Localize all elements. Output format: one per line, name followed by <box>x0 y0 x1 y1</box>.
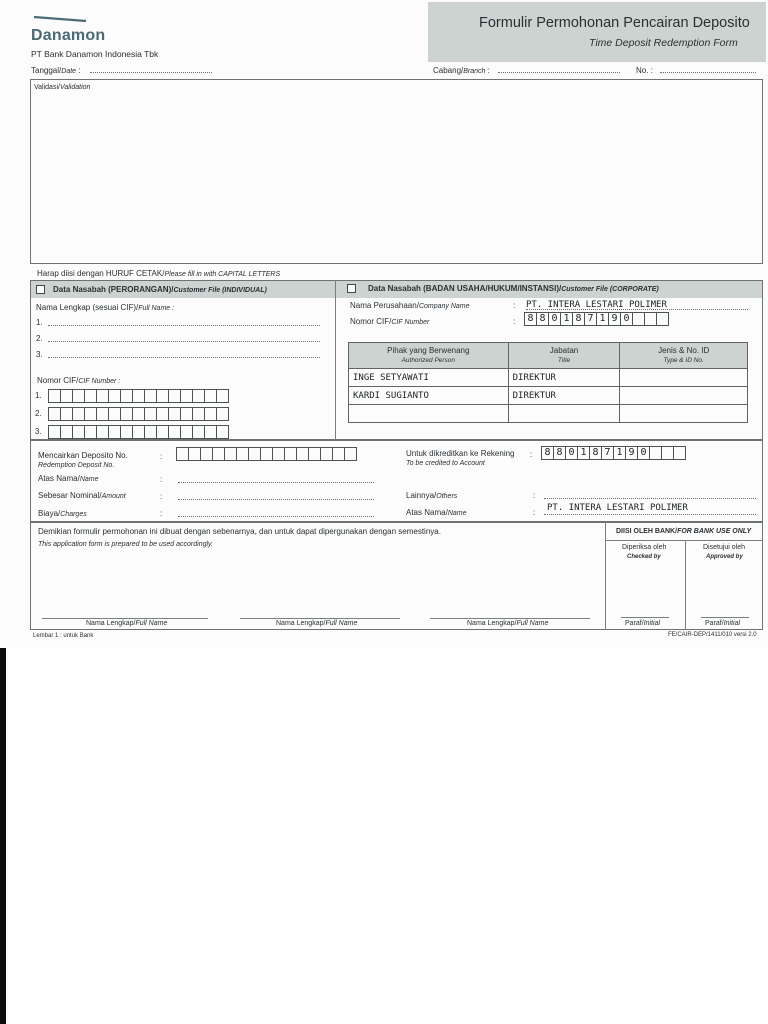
company-name-label: Nama Perusahaan/Company Name <box>350 301 470 310</box>
bank-use-mid-divider <box>685 540 686 630</box>
cif-digit: 8 <box>572 312 585 326</box>
authorized-title-cell[interactable] <box>508 405 620 423</box>
approved-by-label: Disetujui oleh <box>703 544 746 551</box>
charges-colon: : <box>160 509 163 518</box>
account-digit <box>673 446 686 460</box>
individual-name-label: Nama Lengkap (sesuai CIF)/Full Name : <box>36 303 175 312</box>
initial-line-1 <box>621 617 669 618</box>
deposit-no-label-en: Redemption Deposit No. <box>38 462 115 469</box>
branch-label: Cabang/Branch : <box>433 66 490 75</box>
individual-checkbox[interactable] <box>36 285 45 294</box>
table-row <box>349 405 748 423</box>
authorized-person-table <box>348 342 748 423</box>
brand-name: Danamon <box>31 27 106 44</box>
individual-cif-row-3: 3. <box>35 427 42 436</box>
signature-label-2: Nama Lengkap/Full Name <box>276 620 358 627</box>
no-field[interactable] <box>660 72 756 73</box>
authorized-name-cell[interactable]: INGE SETYAWATI <box>349 369 509 387</box>
checked-by-label: Diperiksa oleh <box>622 544 667 551</box>
deposit-no-cells[interactable] <box>176 447 356 461</box>
authorized-title-cell[interactable]: DIREKTUR <box>508 387 620 405</box>
credit-name-field <box>544 514 756 515</box>
signature-label-3: Nama Lengkap/Full Name <box>467 620 549 627</box>
individual-cif-cells-2[interactable] <box>48 407 228 421</box>
nominal-label: Sebesar Nominal/Amount <box>38 491 126 500</box>
atas-nama-colon: : <box>160 475 163 484</box>
initial-line-2 <box>701 617 749 618</box>
others-field[interactable] <box>544 498 756 499</box>
checked-by-label-en: Checked by <box>627 554 661 560</box>
account-digit: 9 <box>625 446 638 460</box>
declaration-section <box>30 522 763 630</box>
cif-digit: 0 <box>620 312 633 326</box>
danamon-logo-mark <box>34 16 86 22</box>
branch-field[interactable] <box>498 72 620 73</box>
account-digit: 8 <box>553 446 566 460</box>
company-name: PT Bank Danamon Indonesia Tbk <box>31 49 159 59</box>
sheet-note: Lembar 1 : untuk Bank <box>33 633 94 639</box>
authorized-title-cell[interactable]: DIREKTUR <box>508 369 620 387</box>
charges-field[interactable] <box>178 516 374 517</box>
signature-line-2 <box>240 618 400 619</box>
customer-divider <box>335 280 336 440</box>
individual-name-row-3: 3. <box>36 350 43 359</box>
credit-account-cells[interactable] <box>541 446 685 460</box>
account-digit: 0 <box>565 446 578 460</box>
authorized-id-cell[interactable] <box>620 387 748 405</box>
corporate-cif-label: Nomor CIF/CIF Number <box>350 317 430 326</box>
credit-name-value[interactable]: PT. INTERA LESTARI POLIMER <box>547 503 688 513</box>
authorized-id-cell[interactable] <box>620 405 748 423</box>
signature-label-1: Nama Lengkap/Full Name <box>86 620 168 627</box>
individual-name-field-1[interactable] <box>48 325 320 326</box>
scan-edge-shadow <box>0 648 6 1024</box>
bank-use-divider <box>605 522 606 630</box>
company-colon: : <box>513 301 516 310</box>
individual-header: Data Nasabah (PERORANGAN)/Customer File (INDIVIDUAL) <box>53 285 267 294</box>
deposit-colon: : <box>160 452 163 461</box>
individual-cif-label: Nomor CIF/CIF Number : <box>37 376 121 385</box>
authorized-id-cell[interactable] <box>620 369 748 387</box>
form-title: Formulir Permohonan Pencairan Deposito <box>479 15 750 31</box>
individual-name-row-1: 1. <box>36 318 43 327</box>
account-digit: 1 <box>577 446 590 460</box>
corporate-cif-colon: : <box>513 317 516 326</box>
title-panel <box>428 2 766 62</box>
id-header: Jenis & No. ID Type & ID No. <box>620 343 748 369</box>
deposit-no-label: Mencairkan Deposito No. <box>38 451 128 460</box>
table-row <box>349 369 748 387</box>
validation-label: Validasi/Validation <box>34 84 91 91</box>
charges-label: Biaya/Charges <box>38 509 87 518</box>
company-name-field <box>526 309 748 310</box>
account-digit: 7 <box>601 446 614 460</box>
no-label: No. : <box>636 66 653 75</box>
company-name-value[interactable]: PT. INTERA LESTARI POLIMER <box>526 300 667 310</box>
individual-cif-row-1: 1. <box>35 391 42 400</box>
individual-name-field-2[interactable] <box>48 341 320 342</box>
account-digit: 1 <box>613 446 626 460</box>
credit-name-label: Atas Nama/Name <box>406 508 467 517</box>
signature-line-3 <box>430 618 590 619</box>
initial-label-1: Paraf/Initial <box>625 620 661 627</box>
individual-cif-row-2: 2. <box>35 409 42 418</box>
account-digit: 8 <box>589 446 602 460</box>
declaration-text: Demikian formulir permohonan ini dibuat dengan sebenarnya, dan untuk dapat dipergunakan dengan semestinya. <box>38 527 441 536</box>
cif-digit: 9 <box>608 312 621 326</box>
title-header: Jabatan Title <box>508 343 620 369</box>
initial-label-2: Paraf/Initial <box>705 620 741 627</box>
declaration-text-en: This application form is prepared to be used accordingly. <box>38 541 213 548</box>
authorized-name-cell[interactable]: KARDI SUGIANTO <box>349 387 509 405</box>
instruction: Harap diisi dengan HURUF CETAK/Please fill in with CAPITAL LETTERS <box>37 269 281 278</box>
corporate-header: Data Nasabah (BADAN USAHA/HUKUM/INSTANSI)/Customer File (CORPORATE) <box>368 284 659 293</box>
table-header-row <box>349 343 748 369</box>
validation-box <box>30 79 763 264</box>
cif-digit: 1 <box>560 312 573 326</box>
nominal-colon: : <box>160 492 163 501</box>
form-title-en: Time Deposit Redemption Form <box>589 37 738 49</box>
individual-cif-cells-1[interactable] <box>48 389 228 403</box>
account-digit: 8 <box>541 446 554 460</box>
signature-line-1 <box>42 618 208 619</box>
cif-digit: 7 <box>584 312 597 326</box>
individual-name-row-2: 2. <box>36 334 43 343</box>
individual-cif-cells-3[interactable] <box>48 425 228 439</box>
others-colon: : <box>533 491 536 500</box>
date-label: Tanggal/Date : <box>31 66 81 75</box>
credit-colon: : <box>530 450 533 459</box>
form-code: FE/CAIR-DEP/1411/010 versi 2.0 <box>668 632 757 638</box>
cif-digit: 8 <box>524 312 537 326</box>
approved-by-label-en: Approved by <box>706 554 743 560</box>
account-digit: 0 <box>637 446 650 460</box>
bank-use-header-line <box>605 540 763 541</box>
others-label: Lainnya/Others <box>406 491 458 500</box>
credit-account-label: Untuk dikreditkan ke Rekening <box>406 449 515 458</box>
individual-name-field-3[interactable] <box>48 357 320 358</box>
corporate-cif-cells[interactable] <box>524 312 668 326</box>
date-field[interactable] <box>90 72 212 73</box>
cif-digit: 8 <box>536 312 549 326</box>
corporate-checkbox[interactable] <box>347 284 356 293</box>
credit-account-label-en: To be credited to Account <box>406 460 485 467</box>
nominal-field[interactable] <box>178 499 374 500</box>
credit-name-colon: : <box>533 508 536 517</box>
bank-use-header: DIISI OLEH BANK/FOR BANK USE ONLY <box>616 528 752 535</box>
authorized-person-header: Pihak yang Berwenang Authorized Person <box>349 343 509 369</box>
table-row <box>349 387 748 405</box>
cif-digit <box>656 312 669 326</box>
atas-nama-field[interactable] <box>178 482 374 483</box>
atas-nama-label: Atas Nama/Name <box>38 474 99 483</box>
cif-digit: 0 <box>548 312 561 326</box>
cif-digit: 1 <box>596 312 609 326</box>
authorized-name-cell[interactable] <box>349 405 509 423</box>
